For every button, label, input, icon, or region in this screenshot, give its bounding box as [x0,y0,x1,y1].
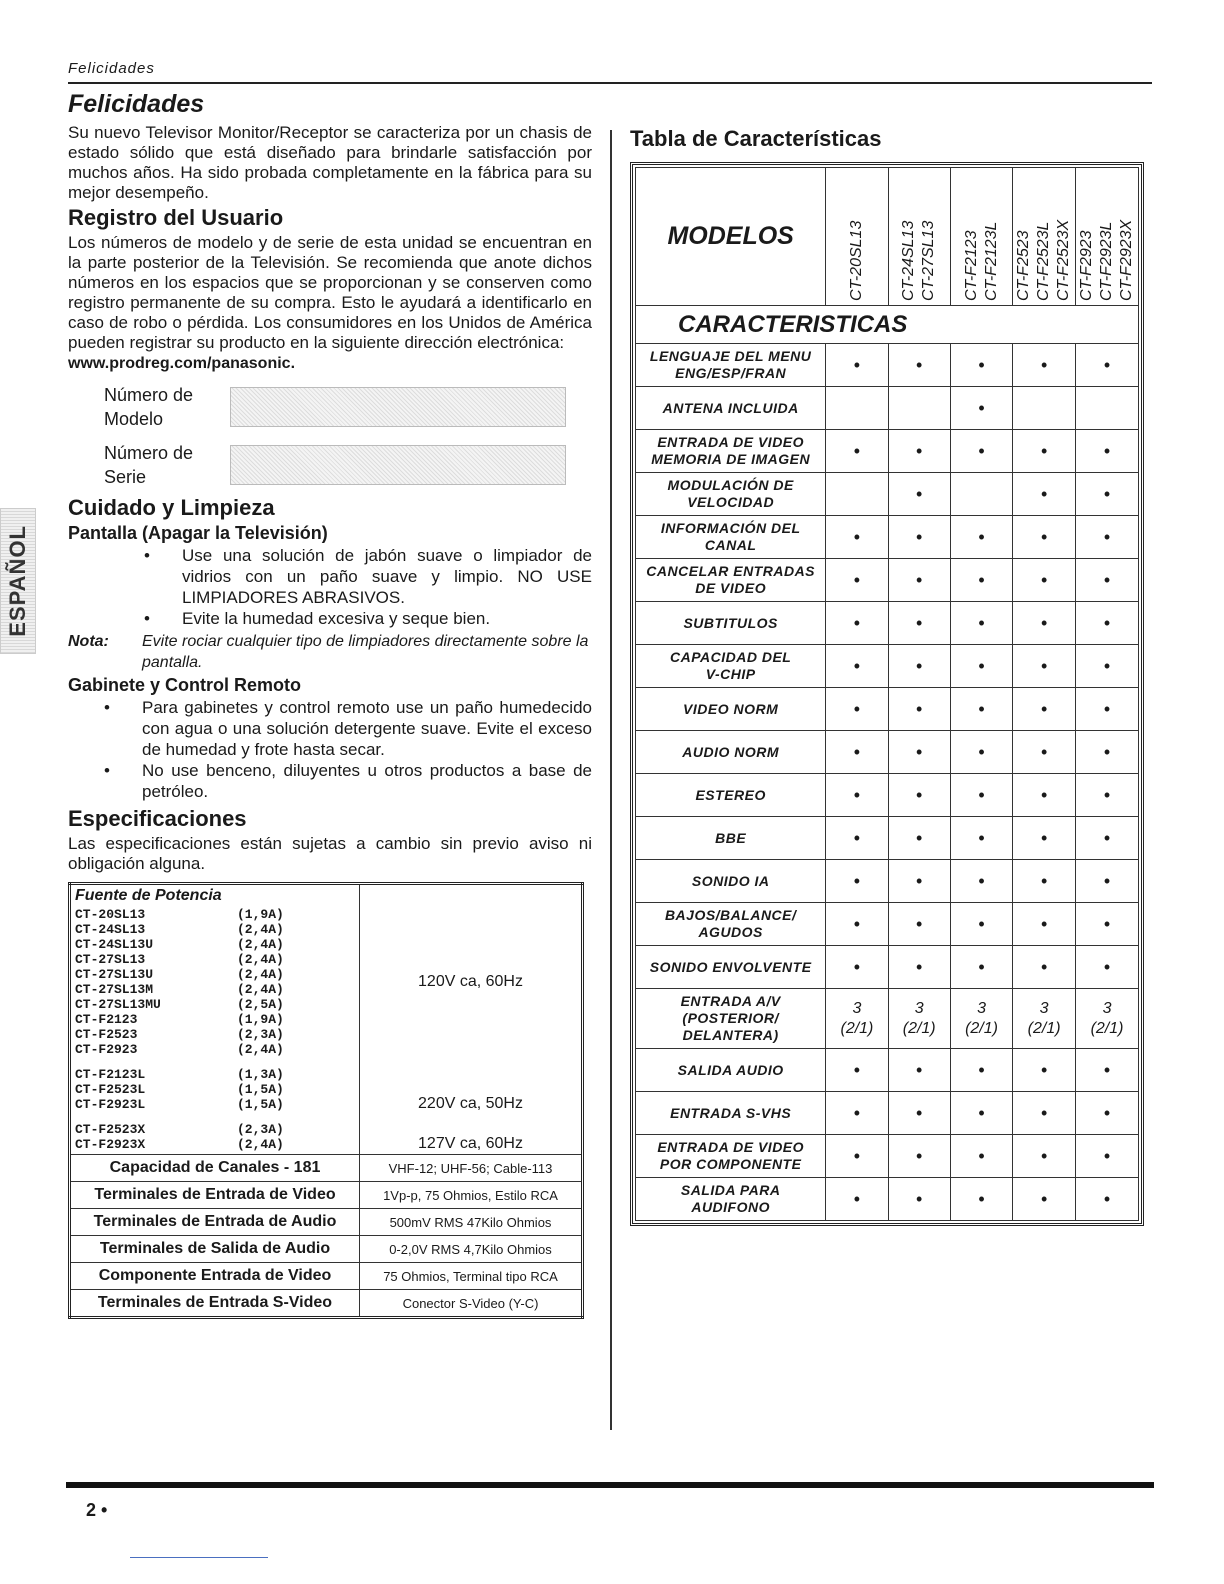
feature-row [636,1092,1139,1135]
footer-rule [66,1482,1154,1488]
feature-cell: 3 (2/1) [1076,989,1139,1049]
power-voltage-cell [360,884,583,1155]
model-line: CT-F2123 (1,9A) [75,1012,284,1027]
feature-name: INFORMACIÓN DEL CANAL [636,516,826,559]
feature-name: SUBTITULOS [636,602,826,645]
feature-cell: • [1076,1049,1139,1092]
running-header: Felicidades [68,60,155,77]
feature-row [636,688,1139,731]
power-models-cell [70,884,360,1155]
feature-name: ANTENA INCLUIDA [636,387,826,430]
cuidado-heading: Cuidado y Limpieza [68,495,275,520]
gabinete-bullet-list [98,697,592,802]
feature-cell: • [826,645,888,688]
model-line: CT-F2523L (1,5A) [75,1082,284,1097]
feature-cell: • [888,344,950,387]
list-item: • Para gabinetes y control remoto use un paño humedecido con agua o una solución detergente suave. Evite el exceso de humedad y frote hasta secar. [98,697,592,760]
specifications-table [68,882,584,1319]
feature-cell: • [950,1049,1012,1092]
model-number-row [104,383,592,431]
serial-number-label: Número de Serie [104,443,194,487]
model-number-field[interactable] [230,387,566,427]
feature-cell: • [1076,1092,1139,1135]
gabinete-heading: Gabinete y Control Remoto [68,675,302,695]
feature-name: VIDEO NORM [636,688,826,731]
model-line: CT-27SL13U (2,4A) [75,967,284,982]
feature-cell: • [888,946,950,989]
model-line: CT-F2523X (2,3A) [75,1122,284,1137]
feature-cell: • [888,516,950,559]
feature-cell: • [1013,516,1076,559]
models-header: MODELOS [636,168,826,306]
table-row: Terminales de Entrada S-Video Conector S-Video (Y-C) [70,1290,583,1318]
feature-cell: • [1076,602,1139,645]
feature-name: SALIDA PARA AUDIFONO [636,1178,826,1221]
feature-cell: • [1013,1135,1076,1178]
list-item: • Evite la humedad excesiva y seque bien. [138,608,592,629]
serial-number-row [104,441,592,489]
feature-cell: • [826,688,888,731]
feature-cell: • [1076,946,1139,989]
feature-cell: • [1076,903,1139,946]
especificaciones-paragraph: Las especificaciones están sujetas a cambio sin previo aviso ni obligación alguna. [68,834,592,873]
list-item: • No use benceno, diluyentes u otros productos a base de petróleo. [98,760,592,802]
feature-cell: • [950,688,1012,731]
feature-cell: • [826,516,888,559]
feature-cell: • [1076,860,1139,903]
feature-cell: • [888,688,950,731]
feature-cell: • [1013,860,1076,903]
feature-cell: • [826,946,888,989]
feature-cell: • [888,1178,950,1221]
feature-cell: • [950,645,1012,688]
registro-paragraph: Los números de modelo y de serie de esta unidad se encuentran en la parte posterior de la Televisión. Se recomienda que anote dichos números en los espacios que se proporcionan y se conserven como registro permanente de su compra. Esto le ayudará a identificarlo en caso de robo o pérdida. Los consumidores en los Unidos de América pueden registrar su producto en la siguiente dirección electrónica: [68,233,592,352]
feature-cell: • [1076,344,1139,387]
feature-cell: • [826,774,888,817]
feature-cell: • [1013,473,1076,516]
feature-cell: • [950,344,1012,387]
feature-row [636,344,1139,387]
feature-row [636,645,1139,688]
feature-cell: • [950,1178,1012,1221]
feature-cell: • [1076,774,1139,817]
feature-row [636,1178,1139,1221]
feature-row [636,731,1139,774]
bottom-link-underline [130,1557,268,1558]
feature-cell: • [888,473,950,516]
table-row: Capacidad de Canales - 181 VHF-12; UHF-56; Cable-113 [70,1155,583,1182]
feature-name: SALIDA AUDIO [636,1049,826,1092]
pantalla-heading: Pantalla (Apagar la Televisión) [68,523,328,543]
feature-cell: • [888,817,950,860]
feature-row [636,1049,1139,1092]
feature-cell: • [1076,559,1139,602]
feature-cell: • [888,1092,950,1135]
feature-cell: • [1076,688,1139,731]
features-table-frame [630,162,1144,1226]
feature-cell [826,387,888,430]
feature-row [636,430,1139,473]
voltage-127: 127V ca, 60Hz [418,1134,523,1152]
feature-name: ENTRADA DE VIDEO POR COMPONENTE [636,1135,826,1178]
feature-cell: • [826,1178,888,1221]
model-column-4: CT-F2523 CT-F2523L CT-F2523X [1013,168,1076,306]
feature-cell: • [1013,559,1076,602]
feature-cell: • [1013,731,1076,774]
feature-cell [950,473,1012,516]
feature-cell: • [1013,903,1076,946]
features-table-title: Tabla de Características [630,126,882,151]
feature-cell: • [950,817,1012,860]
table-row: Terminales de Entrada de Video 1Vp-p, 75 Ohmios, Estilo RCA [70,1182,583,1209]
models-header-row [636,168,1139,306]
feature-name: BAJOS/BALANCE/ AGUDOS [636,903,826,946]
features-header-row [636,306,1139,344]
table-row: Terminales de Salida de Audio 0-2,0V RMS 4,7Kilo Ohmios [70,1236,583,1263]
feature-cell: • [1076,1178,1139,1221]
feature-name: CAPACIDAD DEL V-CHIP [636,645,826,688]
voltage-120: 120V ca, 60Hz [418,972,523,990]
feature-cell: • [826,1049,888,1092]
feature-cell: • [1076,430,1139,473]
feature-cell: • [950,430,1012,473]
feature-row [636,860,1139,903]
model-line: CT-24SL13U (2,4A) [75,937,284,952]
feature-cell: • [950,946,1012,989]
model-column-1: CT-20SL13 [826,168,888,306]
feature-cell: • [1076,1135,1139,1178]
table-row: Componente Entrada de Video 75 Ohmios, Terminal tipo RCA [70,1263,583,1290]
feature-cell: • [888,1049,950,1092]
feature-cell: • [1076,516,1139,559]
page-number: 2 • [86,1500,108,1520]
feature-cell: • [826,860,888,903]
feature-row [636,989,1139,1049]
feature-name: CANCELAR ENTRADAS DE VIDEO [636,559,826,602]
model-line: CT-F2923 (2,4A) [75,1042,284,1057]
feature-row [636,903,1139,946]
language-side-tab-label: ESPAÑOL [5,525,30,637]
feature-cell: • [1013,344,1076,387]
feature-cell [826,473,888,516]
feature-cell [888,387,950,430]
note-label: Nota: [68,633,109,650]
feature-cell: • [1076,817,1139,860]
list-item: • Use una solución de jabón suave o limpiador de vidrios con un paño suave y limpio. NO USE LIMPIADORES ABRASIVOS. [138,545,592,608]
intro-paragraph: Su nuevo Televisor Monitor/Receptor se caracteriza por un chasis de estado sólido que está diseñado para brindarle satisfacción por muchos años. Ha sido probada completamente en la fábrica para su mejor desempeño. [68,123,592,202]
feature-cell: • [888,860,950,903]
voltage-220: 220V ca, 50Hz [418,1094,523,1112]
registration-url-suffix: . [290,355,296,372]
especificaciones-heading: Especificaciones [68,806,247,831]
feature-cell: • [1013,774,1076,817]
feature-row [636,774,1139,817]
model-line: CT-27SL13 (2,4A) [75,952,284,967]
feature-name: ESTEREO [636,774,826,817]
feature-cell: • [1013,1178,1076,1221]
note [68,631,592,673]
page-title: Felicidades [68,90,205,118]
feature-name: AUDIO NORM [636,731,826,774]
feature-cell: • [826,1135,888,1178]
registration-url[interactable]: www.prodreg.com/panasonic [68,355,291,372]
feature-row [636,1135,1139,1178]
feature-cell: • [888,602,950,645]
registration-url-line [68,355,592,373]
feature-name: ENTRADA A/V (POSTERIOR/ DELANTERA) [636,989,826,1049]
feature-row [636,602,1139,645]
feature-row [636,516,1139,559]
feature-cell: • [826,559,888,602]
table-row: Terminales de Entrada de Audio 500mV RMS 47Kilo Ohmios [70,1209,583,1236]
feature-cell: • [826,817,888,860]
feature-cell: 3 (2/1) [950,989,1012,1049]
feature-name: BBE [636,817,826,860]
feature-cell: • [1076,645,1139,688]
model-line: CT-20SL13 (1,9A) [75,907,284,922]
feature-name: MODULACIÓN DE VELOCIDAD [636,473,826,516]
registro-heading: Registro del Usuario [68,205,284,230]
feature-cell: • [950,387,1012,430]
model-line: CT-27SL13MU (2,5A) [75,997,284,1012]
serial-number-field[interactable] [230,445,566,485]
feature-name: LENGUAJE DEL MENU ENG/ESP/FRAN [636,344,826,387]
feature-cell: • [950,731,1012,774]
feature-cell: • [1013,688,1076,731]
pantalla-bullet-list [138,545,592,629]
feature-cell: • [826,903,888,946]
feature-cell: 3 (2/1) [888,989,950,1049]
feature-cell: • [888,903,950,946]
feature-cell: • [826,344,888,387]
features-header: CARACTERISTICAS [636,306,1139,344]
power-group-1 [70,884,583,1155]
language-side-tab [0,508,36,654]
header-rule [68,82,1152,84]
feature-cell: • [826,430,888,473]
feature-cell [1076,387,1139,430]
feature-row [636,946,1139,989]
feature-name: ENTRADA DE VIDEO MEMORIA DE IMAGEN [636,430,826,473]
model-line: CT-27SL13M (2,4A) [75,982,284,997]
feature-cell: 3 (2/1) [1013,989,1076,1049]
feature-cell: • [1013,645,1076,688]
model-column-5: CT-F2923 CT-F2923L CT-F2923X [1076,168,1139,306]
model-line: CT-F2923L (1,5A) [75,1097,284,1112]
feature-cell: • [1013,1092,1076,1135]
feature-cell: • [826,731,888,774]
feature-cell: • [1013,430,1076,473]
feature-cell: 3 (2/1) [826,989,888,1049]
feature-cell: • [1013,1049,1076,1092]
model-line: CT-F2123L (1,3A) [75,1067,284,1082]
feature-cell: • [888,430,950,473]
feature-cell: • [950,516,1012,559]
feature-cell: • [950,602,1012,645]
feature-cell: • [1013,817,1076,860]
feature-row [636,387,1139,430]
model-column-2: CT-24SL13 CT-27SL13 [888,168,950,306]
feature-cell: • [826,602,888,645]
model-line: CT-24SL13 (2,4A) [75,922,284,937]
left-column [68,90,592,1319]
column-divider [610,130,612,1430]
feature-cell [1013,387,1076,430]
feature-cell: • [888,645,950,688]
model-number-label: Número de Modelo [104,385,194,429]
model-line: CT-F2523 (2,3A) [75,1027,284,1042]
right-column [630,124,1150,1226]
model-column-3: CT-F2123 CT-F2123L [950,168,1012,306]
feature-name: ENTRADA S-VHS [636,1092,826,1135]
feature-cell: • [950,903,1012,946]
power-source-label: Fuente de Potencia [75,887,222,904]
feature-cell: • [950,1135,1012,1178]
feature-cell: • [888,731,950,774]
feature-cell: • [888,559,950,602]
features-table [635,167,1139,1221]
feature-cell: • [1013,946,1076,989]
feature-row [636,817,1139,860]
feature-cell: • [1076,473,1139,516]
feature-cell: • [1013,602,1076,645]
feature-cell: • [888,774,950,817]
feature-cell: • [888,1135,950,1178]
feature-cell: • [950,860,1012,903]
feature-cell: • [950,1092,1012,1135]
feature-cell: • [1076,731,1139,774]
note-text: Evite rociar cualquier tipo de limpiadores directamente sobre la pantalla. [142,633,589,671]
feature-cell: • [950,774,1012,817]
feature-row [636,559,1139,602]
feature-row [636,473,1139,516]
feature-cell: • [826,1092,888,1135]
feature-name: SONIDO ENVOLVENTE [636,946,826,989]
model-line: CT-F2923X (2,4A) [75,1137,284,1152]
feature-name: SONIDO IA [636,860,826,903]
feature-cell: • [950,559,1012,602]
